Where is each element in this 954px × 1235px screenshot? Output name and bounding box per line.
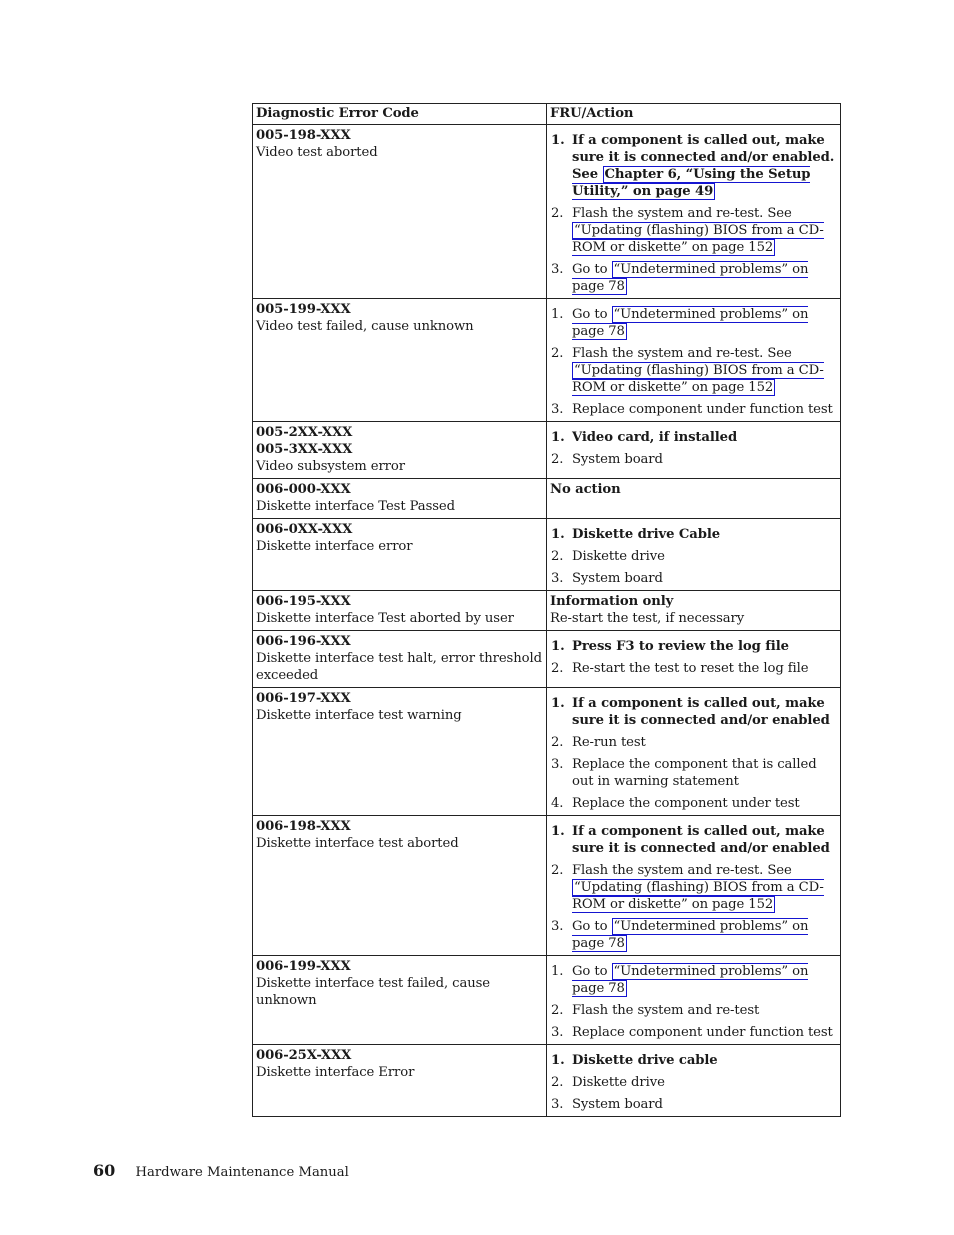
error-code: 005-2XX-XXX: [256, 425, 353, 440]
error-description: Diskette interface Test aborted by user: [256, 611, 514, 626]
error-code-cell: [253, 816, 547, 956]
error-code: 006-0XX-XXX: [256, 522, 353, 537]
action-steps-list: [550, 526, 837, 587]
step-text: System board: [572, 1097, 663, 1112]
fru-action-cell: [547, 956, 841, 1045]
error-description: Video test aborted: [256, 145, 378, 160]
column-header-error-code: Diagnostic Error Code: [253, 104, 547, 125]
step-number: 2.: [551, 346, 564, 361]
error-description: Diskette interface test aborted: [256, 836, 459, 851]
error-code-cell: [253, 479, 547, 519]
step-number: 3.: [551, 1097, 564, 1112]
step-text: Flash the system and re-test. See: [572, 863, 792, 878]
error-description: Diskette interface test halt, error threshold exceeded: [256, 651, 542, 683]
action-step: [550, 1002, 837, 1019]
error-code: 006-000-XXX: [256, 482, 351, 497]
action-step: [550, 862, 837, 913]
table-body: [253, 125, 841, 1117]
action-steps-list: [550, 638, 837, 677]
table-row: [253, 816, 841, 956]
cross-reference-link[interactable]: “Updating (flashing) BIOS from a CD-ROM or diskette” on page 152: [572, 363, 824, 395]
fru-action-cell: [547, 479, 841, 519]
step-text: Replace component under function test: [572, 402, 833, 417]
table-row: [253, 299, 841, 422]
cross-reference-link[interactable]: “Updating (flashing) BIOS from a CD-ROM or diskette” on page 152: [572, 880, 824, 912]
action-step: [550, 548, 837, 565]
step-text: Flash the system and re-test. See: [572, 346, 792, 361]
error-description: Diskette interface error: [256, 539, 413, 554]
action-step: [550, 205, 837, 256]
action-step: [550, 963, 837, 997]
step-text: Diskette drive: [572, 549, 665, 564]
error-code: 006-199-XXX: [256, 959, 351, 974]
step-number: 3.: [551, 919, 564, 934]
step-number: 2.: [551, 549, 564, 564]
step-number: 1.: [551, 639, 565, 654]
error-code: 006-25X-XXX: [256, 1048, 352, 1063]
cross-reference-link[interactable]: “Undetermined problems” on page 78: [572, 307, 809, 339]
action-step: [550, 570, 837, 587]
action-step: [550, 1024, 837, 1041]
action-step: [550, 823, 837, 857]
action-steps-list: [550, 1052, 837, 1113]
table-row: [253, 519, 841, 591]
action-steps-list: [550, 306, 837, 418]
fru-action-cell: [547, 816, 841, 956]
step-text: Go to: [572, 919, 612, 934]
action-step: [550, 756, 837, 790]
step-text: Replace the component that is called out in warning statement: [572, 757, 817, 789]
step-number: 1.: [551, 430, 565, 445]
step-text: System board: [572, 452, 663, 467]
error-code: 006-198-XXX: [256, 819, 351, 834]
step-text: Re-start the test to reset the log file: [572, 661, 809, 676]
step-text: If a component is called out, make sure it is connected and/or enabled: [572, 824, 830, 856]
action-step: [550, 1074, 837, 1091]
fru-action-cell: [547, 591, 841, 631]
action-step: [550, 261, 837, 295]
step-number: 2.: [551, 1075, 564, 1090]
step-text: Diskette drive cable: [572, 1053, 718, 1068]
action-steps-list: [550, 695, 837, 812]
cross-reference-link[interactable]: “Undetermined problems” on page 78: [572, 919, 809, 951]
action-step: [550, 451, 837, 468]
error-description: Diskette interface Error: [256, 1065, 415, 1080]
step-text: Flash the system and re-test. See: [572, 206, 792, 221]
table-row: [253, 479, 841, 519]
error-code: 005-3XX-XXX: [256, 442, 353, 457]
column-header-fru-action: FRU/Action: [547, 104, 841, 125]
action-heading: Information only: [550, 594, 674, 609]
step-text: If a component is called out, make sure it is connected and/or enabled: [572, 696, 830, 728]
manual-title: Hardware Maintenance Manual: [135, 1165, 349, 1180]
action-steps-list: [550, 429, 837, 468]
error-code-cell: [253, 1045, 547, 1117]
page-number: 60: [93, 1161, 116, 1180]
step-number: 2.: [551, 661, 564, 676]
error-code-cell: [253, 591, 547, 631]
step-text: Video card, if installed: [572, 430, 738, 445]
action-step: [550, 132, 837, 200]
table-row: [253, 956, 841, 1045]
page-footer: [93, 1161, 349, 1180]
action-step: [550, 638, 837, 655]
cross-reference-link[interactable]: Chapter 6, “Using the Setup Utility,” on page 49: [572, 167, 811, 199]
step-number: 3.: [551, 1025, 564, 1040]
step-number: 1.: [551, 824, 565, 839]
table-row: [253, 422, 841, 479]
error-code-cell: [253, 125, 547, 299]
action-steps-list: [550, 963, 837, 1041]
step-number: 2.: [551, 206, 564, 221]
error-description: Video subsystem error: [256, 459, 405, 474]
action-step: [550, 526, 837, 543]
step-text: Go to: [572, 262, 612, 277]
action-text: Re-start the test, if necessary: [550, 611, 745, 626]
action-step: [550, 734, 837, 751]
action-step: [550, 306, 837, 340]
fru-action-cell: [547, 688, 841, 816]
action-step: [550, 695, 837, 729]
fru-action-cell: [547, 631, 841, 688]
fru-action-cell: [547, 299, 841, 422]
step-number: 3.: [551, 402, 564, 417]
cross-reference-link[interactable]: “Updating (flashing) BIOS from a CD-ROM or diskette” on page 152: [572, 223, 824, 255]
action-step: [550, 345, 837, 396]
error-description: Diskette interface Test Passed: [256, 499, 455, 514]
step-number: 1.: [551, 307, 564, 322]
error-code-cell: [253, 956, 547, 1045]
error-code-cell: [253, 631, 547, 688]
cross-reference-link[interactable]: “Undetermined problems” on page 78: [572, 262, 809, 294]
error-code: 005-199-XXX: [256, 302, 351, 317]
error-code-cell: [253, 688, 547, 816]
cross-reference-link[interactable]: “Undetermined problems” on page 78: [572, 964, 809, 996]
error-code: 006-197-XXX: [256, 691, 351, 706]
fru-action-cell: [547, 422, 841, 479]
action-step: [550, 1052, 837, 1069]
error-code: 006-196-XXX: [256, 634, 351, 649]
table-row: [253, 688, 841, 816]
step-text: Go to: [572, 307, 612, 322]
error-description: Diskette interface test warning: [256, 708, 462, 723]
step-text: Press F3 to review the log file: [572, 639, 789, 654]
step-number: 2.: [551, 863, 564, 878]
step-text: Replace the component under test: [572, 796, 800, 811]
error-code-cell: [253, 422, 547, 479]
step-text: If a component is called out, make sure it is connected and/or enabled. See: [572, 133, 835, 182]
action-step: [550, 660, 837, 677]
step-number: 1.: [551, 527, 565, 542]
step-number: 2.: [551, 735, 564, 750]
step-number: 2.: [551, 452, 564, 467]
step-text: Diskette drive Cable: [572, 527, 721, 542]
table-row: [253, 591, 841, 631]
error-code: 006-195-XXX: [256, 594, 351, 609]
step-number: 3.: [551, 757, 564, 772]
fru-action-cell: [547, 125, 841, 299]
action-step: [550, 429, 837, 446]
error-code: 005-198-XXX: [256, 128, 351, 143]
diagnostic-error-table: [252, 103, 841, 1117]
step-number: 2.: [551, 1003, 564, 1018]
table-row: [253, 1045, 841, 1117]
step-number: 1.: [551, 1053, 565, 1068]
error-code-cell: [253, 519, 547, 591]
fru-action-cell: [547, 1045, 841, 1117]
step-number: 1.: [551, 964, 564, 979]
action-step: [550, 1096, 837, 1113]
action-step: [550, 795, 837, 812]
action-step: [550, 401, 837, 418]
step-number: 1.: [551, 696, 565, 711]
step-text: Replace component under function test: [572, 1025, 833, 1040]
table-row: [253, 631, 841, 688]
step-number: 3.: [551, 262, 564, 277]
table-row: [253, 125, 841, 299]
step-text: Re-run test: [572, 735, 646, 750]
step-text: Flash the system and re-test: [572, 1003, 760, 1018]
step-text: Go to: [572, 964, 612, 979]
action-heading: No action: [550, 482, 621, 497]
step-number: 1.: [551, 133, 565, 148]
action-steps-list: [550, 823, 837, 952]
error-description: Diskette interface test failed, cause unknown: [256, 976, 490, 1008]
fru-action-cell: [547, 519, 841, 591]
error-code-cell: [253, 299, 547, 422]
step-number: 3.: [551, 571, 564, 586]
error-description: Video test failed, cause unknown: [256, 319, 474, 334]
action-step: [550, 918, 837, 952]
action-steps-list: [550, 132, 837, 295]
step-text: System board: [572, 571, 663, 586]
table-header-row: [253, 104, 841, 125]
step-text: Diskette drive: [572, 1075, 665, 1090]
step-number: 4.: [551, 796, 564, 811]
